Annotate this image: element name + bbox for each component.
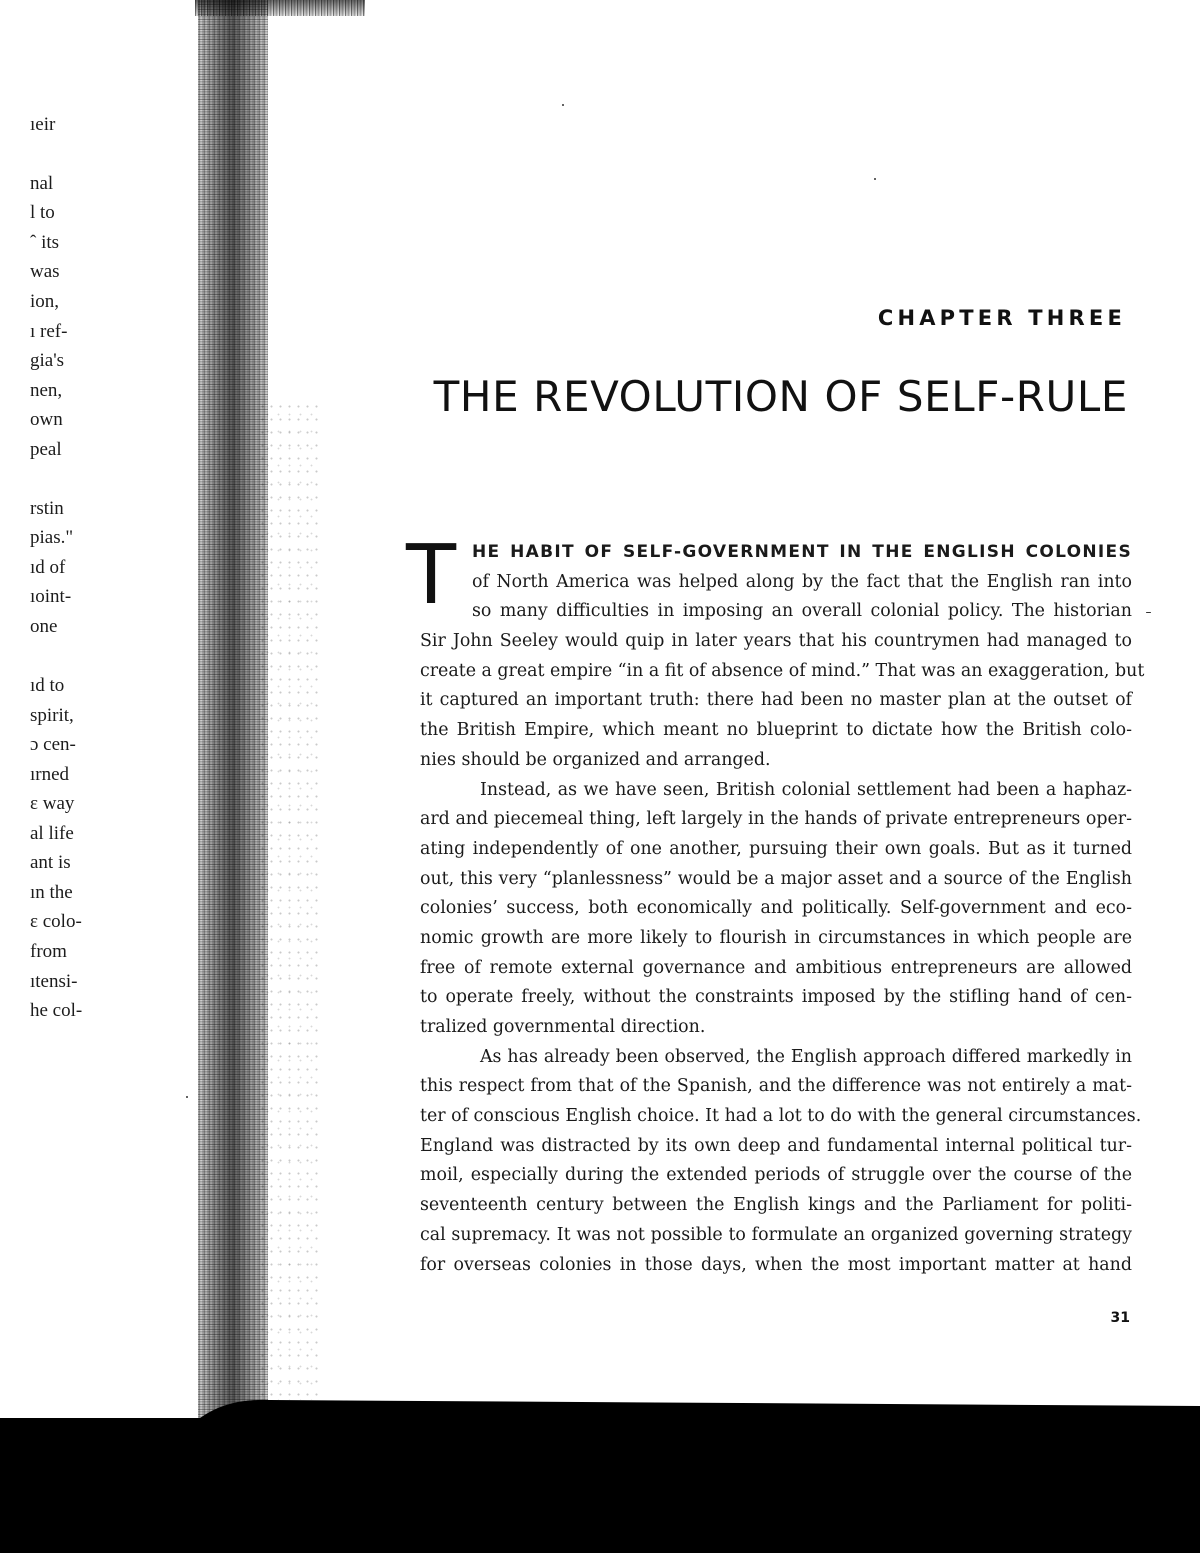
body-line: it captured an important truth: there had been no master plan at the outset of <box>420 690 1132 711</box>
gutter-top-shadow <box>195 0 365 16</box>
scan-speck <box>874 178 876 180</box>
body-line: for overseas colonies in those days, when the most important matter at hand <box>420 1254 1132 1275</box>
body-line <box>420 538 1132 568</box>
scan-speck <box>1146 612 1151 613</box>
body-line: moil, especially during the extended periods of struggle over the course of the <box>420 1165 1132 1186</box>
page-number: 31 <box>1110 1310 1130 1326</box>
facing-page-line: ırned <box>30 764 70 785</box>
body-line: ter of conscious English choice. It had a lot to do with the general circumstances. <box>420 1106 1142 1127</box>
chapter-title: THE REVOLUTION OF SELF-RULE <box>433 372 1128 421</box>
body-line: create a great empire “in a fit of absence of mind.” That was an exaggeration, but <box>420 660 1145 681</box>
facing-page-line: rstin <box>30 498 64 519</box>
facing-page-line: ion, <box>30 291 60 312</box>
facing-page-line: spirit, <box>30 705 74 726</box>
facing-page-line: from <box>30 941 67 962</box>
body-line: free of remote external governance and ambitious entrepreneurs are allowed <box>420 957 1132 978</box>
body-line: England was distracted by its own deep and fundamental internal political tur- <box>420 1135 1132 1156</box>
facing-page-line: nal <box>30 173 54 194</box>
facing-page-line: ın the <box>30 882 73 903</box>
facing-page-line: own <box>30 409 63 430</box>
facing-page-line: pias." <box>30 527 74 548</box>
body-line: tralized governmental direction. <box>420 1017 706 1037</box>
facing-page-line: al life <box>30 823 74 844</box>
facing-page-line: l to <box>30 202 55 223</box>
body-line: Sir John Seeley would quip in later years that his countrymen had managed to <box>420 631 1132 652</box>
facing-page-line: gia's <box>30 350 65 371</box>
facing-page-fragment <box>0 0 225 1420</box>
body-line: nomic growth are more likely to flourish in circumstances in which people are <box>420 927 1132 948</box>
body-line: to operate freely, without the constraints imposed by the stifling hand of cen- <box>420 987 1132 1008</box>
facing-page-line: ant is <box>30 852 71 873</box>
body-line: As has already been observed, the English approach differed markedly in <box>480 1046 1132 1067</box>
facing-page-line: he col- <box>30 1000 83 1021</box>
facing-page-line: peal <box>30 439 62 460</box>
chapter-label: CHAPTER THREE <box>877 306 1126 330</box>
body-line: nies should be organized and arranged. <box>420 749 771 770</box>
facing-page-line: ɛ colo- <box>30 911 82 932</box>
facing-page-line: ıd of <box>30 557 66 578</box>
body-line: Instead, as we have seen, British colonial settlement had been a haphaz- <box>480 779 1132 800</box>
facing-page-line: nen, <box>30 380 63 401</box>
facing-page-line: ıtensi- <box>30 971 78 992</box>
body-text <box>406 528 1145 1280</box>
scan-speck <box>562 104 564 106</box>
body-line: the British Empire, which meant no blueprint to dictate how the British colo- <box>420 720 1132 741</box>
body-line: cal supremacy. It was not possible to formulate an organized governing strategy <box>420 1224 1132 1245</box>
facing-page-line: ɔ cen- <box>30 734 76 755</box>
drop-cap: T <box>406 528 457 623</box>
facing-page-line: was <box>30 261 60 282</box>
body-line: so many difficulties in imposing an overall colonial policy. The historian <box>472 601 1132 622</box>
body-line: colonies’ success, both economically and politically. Self-government and eco- <box>420 898 1132 919</box>
facing-page-line: ɛ way <box>30 793 75 814</box>
opening-smallcaps: HE HABIT OF SELF-GOVERNMENT IN THE ENGLISH COLONIES <box>472 542 1132 562</box>
facing-page-line: ıeir <box>30 114 56 135</box>
facing-page-line: ıoint- <box>30 586 72 607</box>
body-line: ard and piecemeal thing, left largely in the hands of private entrepreneurs oper- <box>420 809 1132 830</box>
facing-page-line: ˆ its <box>30 232 60 253</box>
facing-page-line: one <box>30 616 58 637</box>
body-line: out, this very “planlessness” would be a major asset and a source of the English <box>420 868 1132 889</box>
facing-page-line: ıd to <box>30 675 65 696</box>
body-line: this respect from that of the Spanish, and the difference was not entirely a mat- <box>420 1076 1132 1097</box>
body-line: of North America was helped along by the fact that the English ran into <box>472 571 1132 592</box>
scan-speck <box>186 1096 188 1098</box>
facing-page-line: ı ref- <box>30 321 68 342</box>
gutter-speckle <box>258 400 318 1400</box>
body-line: seventeenth century between the English kings and the Parliament for politi- <box>420 1195 1132 1216</box>
body-line: ating independently of one another, pursuing their own goals. But as it turned <box>420 838 1132 859</box>
